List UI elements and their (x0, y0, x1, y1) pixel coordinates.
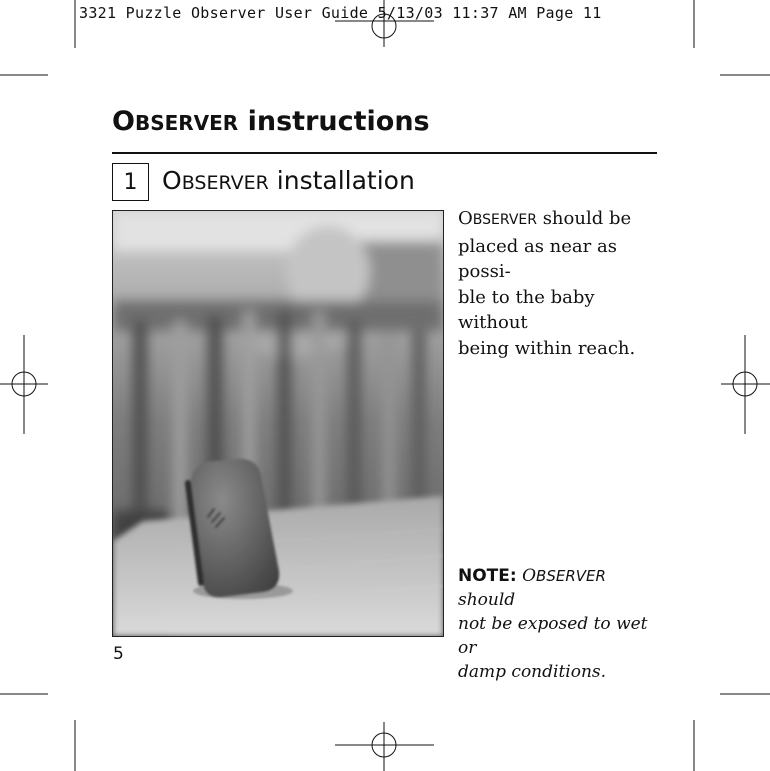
section-heading: OBSERVER instructions (112, 106, 430, 137)
body-line-4: being within reach. (458, 337, 636, 359)
note-label: NOTE: (458, 566, 517, 586)
body-line-2: placed as near as possi- (458, 235, 617, 282)
registration-mark-bottom (335, 722, 434, 771)
note-line-3: damp conditions. (458, 662, 607, 682)
step-title: OBSERVER installation (162, 166, 415, 195)
body-line-1: OBSERVER should be (458, 208, 632, 229)
note-line-2: not be exposed to wet or (458, 614, 648, 658)
baby-monitor-photo (112, 210, 444, 637)
registration-mark-top (335, 0, 434, 47)
printer-slug: 3321 Puzzle Observer User Guide 5/13/03 11:37 AM Page 11 (79, 4, 602, 22)
registration-mark-left (0, 335, 48, 434)
photo-illustration (113, 211, 443, 636)
body-line-3: ble to the baby without (458, 286, 595, 333)
note-block (458, 564, 668, 684)
note-line-1: NOTE: OBSERVER should (458, 566, 606, 610)
registration-mark-right (721, 335, 770, 434)
placement-instructions (458, 206, 668, 361)
page-number: 5 (113, 644, 124, 664)
step-number-box: 1 (112, 163, 149, 201)
heading-rule (112, 152, 657, 154)
